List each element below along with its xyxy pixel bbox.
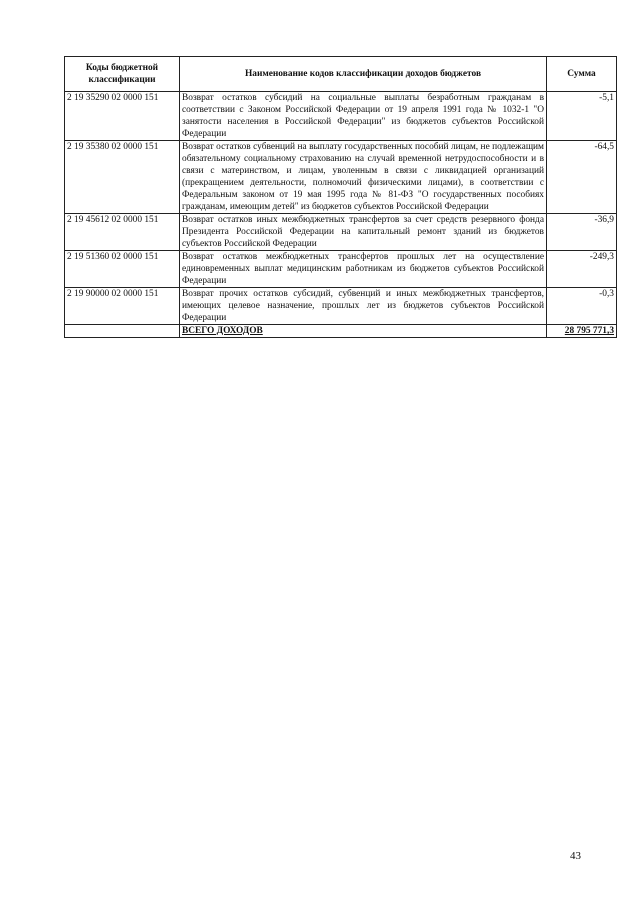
row-sum: -0,3 [547, 288, 617, 325]
header-code: Коды бюджетной классификации [65, 57, 180, 92]
table-row [65, 288, 617, 325]
row-name: Возврат остатков субсидий на социальные выплаты безработным гражданам в соответствии с Законом Российской Федерации от 19 апреля 1991 года № 1032-1 "О занятости населения в Российской Федерации" из бюджетов субъектов Российской Федерации [180, 92, 547, 141]
table-row [65, 141, 617, 214]
row-code: 2 19 45612 02 0000 151 [65, 214, 180, 251]
budget-income-table [64, 56, 617, 338]
row-name: Возврат остатков иных межбюджетных трансфертов за счет средств резервного фонда Президента Российской Федерации на капитальный ремонт зданий из бюджетов субъектов Российской Федерации [180, 214, 547, 251]
header-sum: Сумма [547, 57, 617, 92]
total-row [65, 325, 617, 338]
row-sum: -249,3 [547, 251, 617, 288]
row-code: 2 19 35380 02 0000 151 [65, 141, 180, 214]
row-code: 2 19 51360 02 0000 151 [65, 251, 180, 288]
header-name: Наименование кодов классификации доходов бюджетов [180, 57, 547, 92]
row-sum: -36,9 [547, 214, 617, 251]
total-code-empty [65, 325, 180, 338]
total-label: ВСЕГО ДОХОДОВ [180, 325, 547, 338]
table-header-row [65, 57, 617, 92]
row-name: Возврат остатков межбюджетных трансфертов прошлых лет на осуществление единовременных выплат медицинским работникам из бюджетов субъектов Российской Федерации [180, 251, 547, 288]
row-sum: -5,1 [547, 92, 617, 141]
row-code: 2 19 35290 02 0000 151 [65, 92, 180, 141]
row-name: Возврат остатков субвенций на выплату государственных пособий лицам, не подлежащим обязательному социальному страхованию на случай временной нетрудоспособности и в связи с материнством, и лицам, уволенным в связи с ликвидацией организаций (прекращением деятельности, полномочий физическими лицами), в соответствии с Федеральным законом от 19 мая 1995 года № 81-ФЗ "О государственных пособиях гражданам, имеющим детей" из бюджетов субъектов Российской Федерации [180, 141, 547, 214]
row-sum: -64,5 [547, 141, 617, 214]
total-sum: 28 795 771,3 [547, 325, 617, 338]
table-row [65, 251, 617, 288]
table-row [65, 92, 617, 141]
row-code: 2 19 90000 02 0000 151 [65, 288, 180, 325]
row-name: Возврат прочих остатков субсидий, субвенций и иных межбюджетных трансфертов, имеющих целевое назначение, прошлых лет из бюджетов субъектов Российской Федерации [180, 288, 547, 325]
table-row [65, 214, 617, 251]
page-number: 43 [570, 850, 581, 862]
